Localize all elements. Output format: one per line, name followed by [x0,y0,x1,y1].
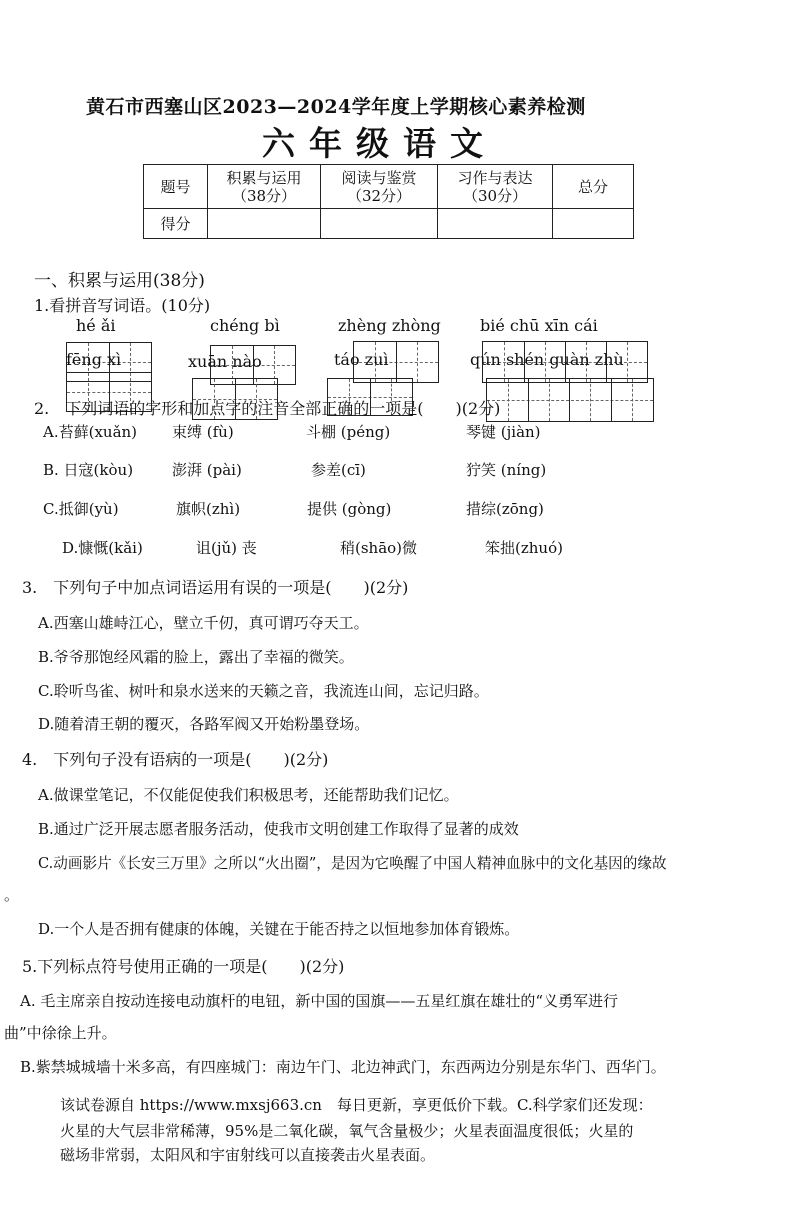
q3-option-b: B.爷爷那饱经风霜的脸上，露出了幸福的微笑。 [38,648,354,666]
pinyin: xuān nào [188,352,262,371]
q2-option: B. 日寇(kòu) [43,461,134,479]
school-title: 黄石市西塞山区2023—2024学年度上学期核心素养检测 [86,96,586,118]
score-table [143,164,634,239]
subject-title: 六年级语文 [262,124,497,163]
score-table-header-number: 题号 [144,165,208,209]
q2-option-word: 笨拙(zhuó) [485,539,563,557]
q4-option-b: B.通过广泛开展志愿者服务活动，使我市文明创建工作取得了显著的成效 [38,820,519,838]
score-cell[interactable] [553,209,634,239]
q1-stem: 1.看拼音写词语。(10分) [34,296,211,315]
source-line: 磁场非常弱，太阳风和宇宙射线可以直接袭击火星表面。 [60,1146,436,1164]
q2-stem: 2. 下列词语的字形和加点字的注音全部正确的一项是( )(2分) [34,399,501,418]
q2-option-word: 参差(cī) [311,461,366,479]
q2-option: D.慷慨(kǎi) [62,539,143,557]
source-line: 该试卷源自 https://www.mxsj663.cn 每日更新，享更低价下载。C.科学家们还发现： [60,1096,653,1114]
q2-option-word: 澎湃 (pài) [172,461,242,479]
q2-option-word: 措综(zōng) [466,500,544,518]
pinyin: fēng xì [66,350,122,369]
score-table-header-reading: 阅读与鉴赏 （32分） [321,165,438,209]
score-table-header-writing: 习作与表达 （30分） [438,165,553,209]
score-table-header-accumulation: 积累与运用 （38分） [208,165,321,209]
q2-option-word: 琴键 (jiàn) [466,423,541,441]
q2-option-word: 旗帜(zhì) [176,500,241,518]
q3-option-a: A.西塞山雄峙江心，壁立千仞，真可谓巧夺天工。 [38,614,369,632]
score-cell[interactable] [321,209,438,239]
q2-option: C.抵御(yù) [43,500,119,518]
q4-option-a: A.做课堂笔记，不仅能促使我们积极思考，还能帮助我们记忆。 [38,786,459,804]
section-title: 一、积累与运用(38分) [34,271,205,291]
q5-stem: 5.下列标点符号使用正确的一项是( )(2分) [22,957,345,976]
pinyin: hé ǎi [76,316,116,335]
writing-grid[interactable] [486,378,654,422]
score-cell[interactable] [438,209,553,239]
q5-option-a-tail: 曲”中徐徐上升。 [4,1024,117,1042]
pinyin: táo zuì [334,350,389,369]
q2-option-word: 狞笑 (níng) [466,461,547,479]
score-table-row-label: 得分 [144,209,208,239]
q2-option-word: 斗棚 (péng) [306,423,391,441]
q4-option-c: C.动画影片《长安三万里》之所以“火出圈”，是因为它唤醒了中国人精神血脉中的文化基因的缘故 [38,855,667,872]
pinyin: chéng bì [210,316,280,335]
score-table-header-total: 总分 [553,165,634,209]
q2-option-word: 提供 (gòng) [307,500,392,518]
q4-option-d: D.一个人是否拥有健康的体魄，关键在于能否持之以恒地参加体育锻炼。 [38,920,520,938]
q2-option: A.苔藓(xuǎn) [43,423,138,441]
q2-option-word: 束缚 (fù) [172,423,234,441]
q4-option-c-tail: 。 [4,886,20,904]
q3-option-c: C.聆听鸟雀、树叶和泉水送来的天籁之音，我流连山间，忘记归路。 [38,682,489,700]
q5-option-b: B.紫禁城城墙十米多高，有四座城门：南边午门、北边神武门，东西两边分别是东华门、西华门。 [20,1058,666,1076]
pinyin: qún shén guàn zhù [470,350,624,369]
q2-option-word: 稍(shāo)微 [340,539,418,557]
q4-stem: 4. 下列句子没有语病的一项是( )(2分) [22,750,329,769]
source-line: 火星的大气层非常稀薄，95%是二氧化碳，氧气含量极少；火星表面温度很低；火星的 [60,1122,634,1140]
score-cell[interactable] [208,209,321,239]
pinyin: zhèng zhòng [338,316,441,335]
pinyin: bié chū xīn cái [480,316,598,335]
q5-option-a: A. 毛主席亲自按动连接电动旗杆的电钮，新中国的国旗——五星红旗在雄壮的“义勇军进行 [20,992,619,1010]
q3-option-d: D.随着清王朝的覆灭，各路军阀又开始粉墨登场。 [38,715,370,733]
q2-option-word: 诅(jǔ) 丧 [196,539,257,557]
q3-stem: 3. 下列句子中加点词语运用有误的一项是( )(2分) [22,578,409,597]
